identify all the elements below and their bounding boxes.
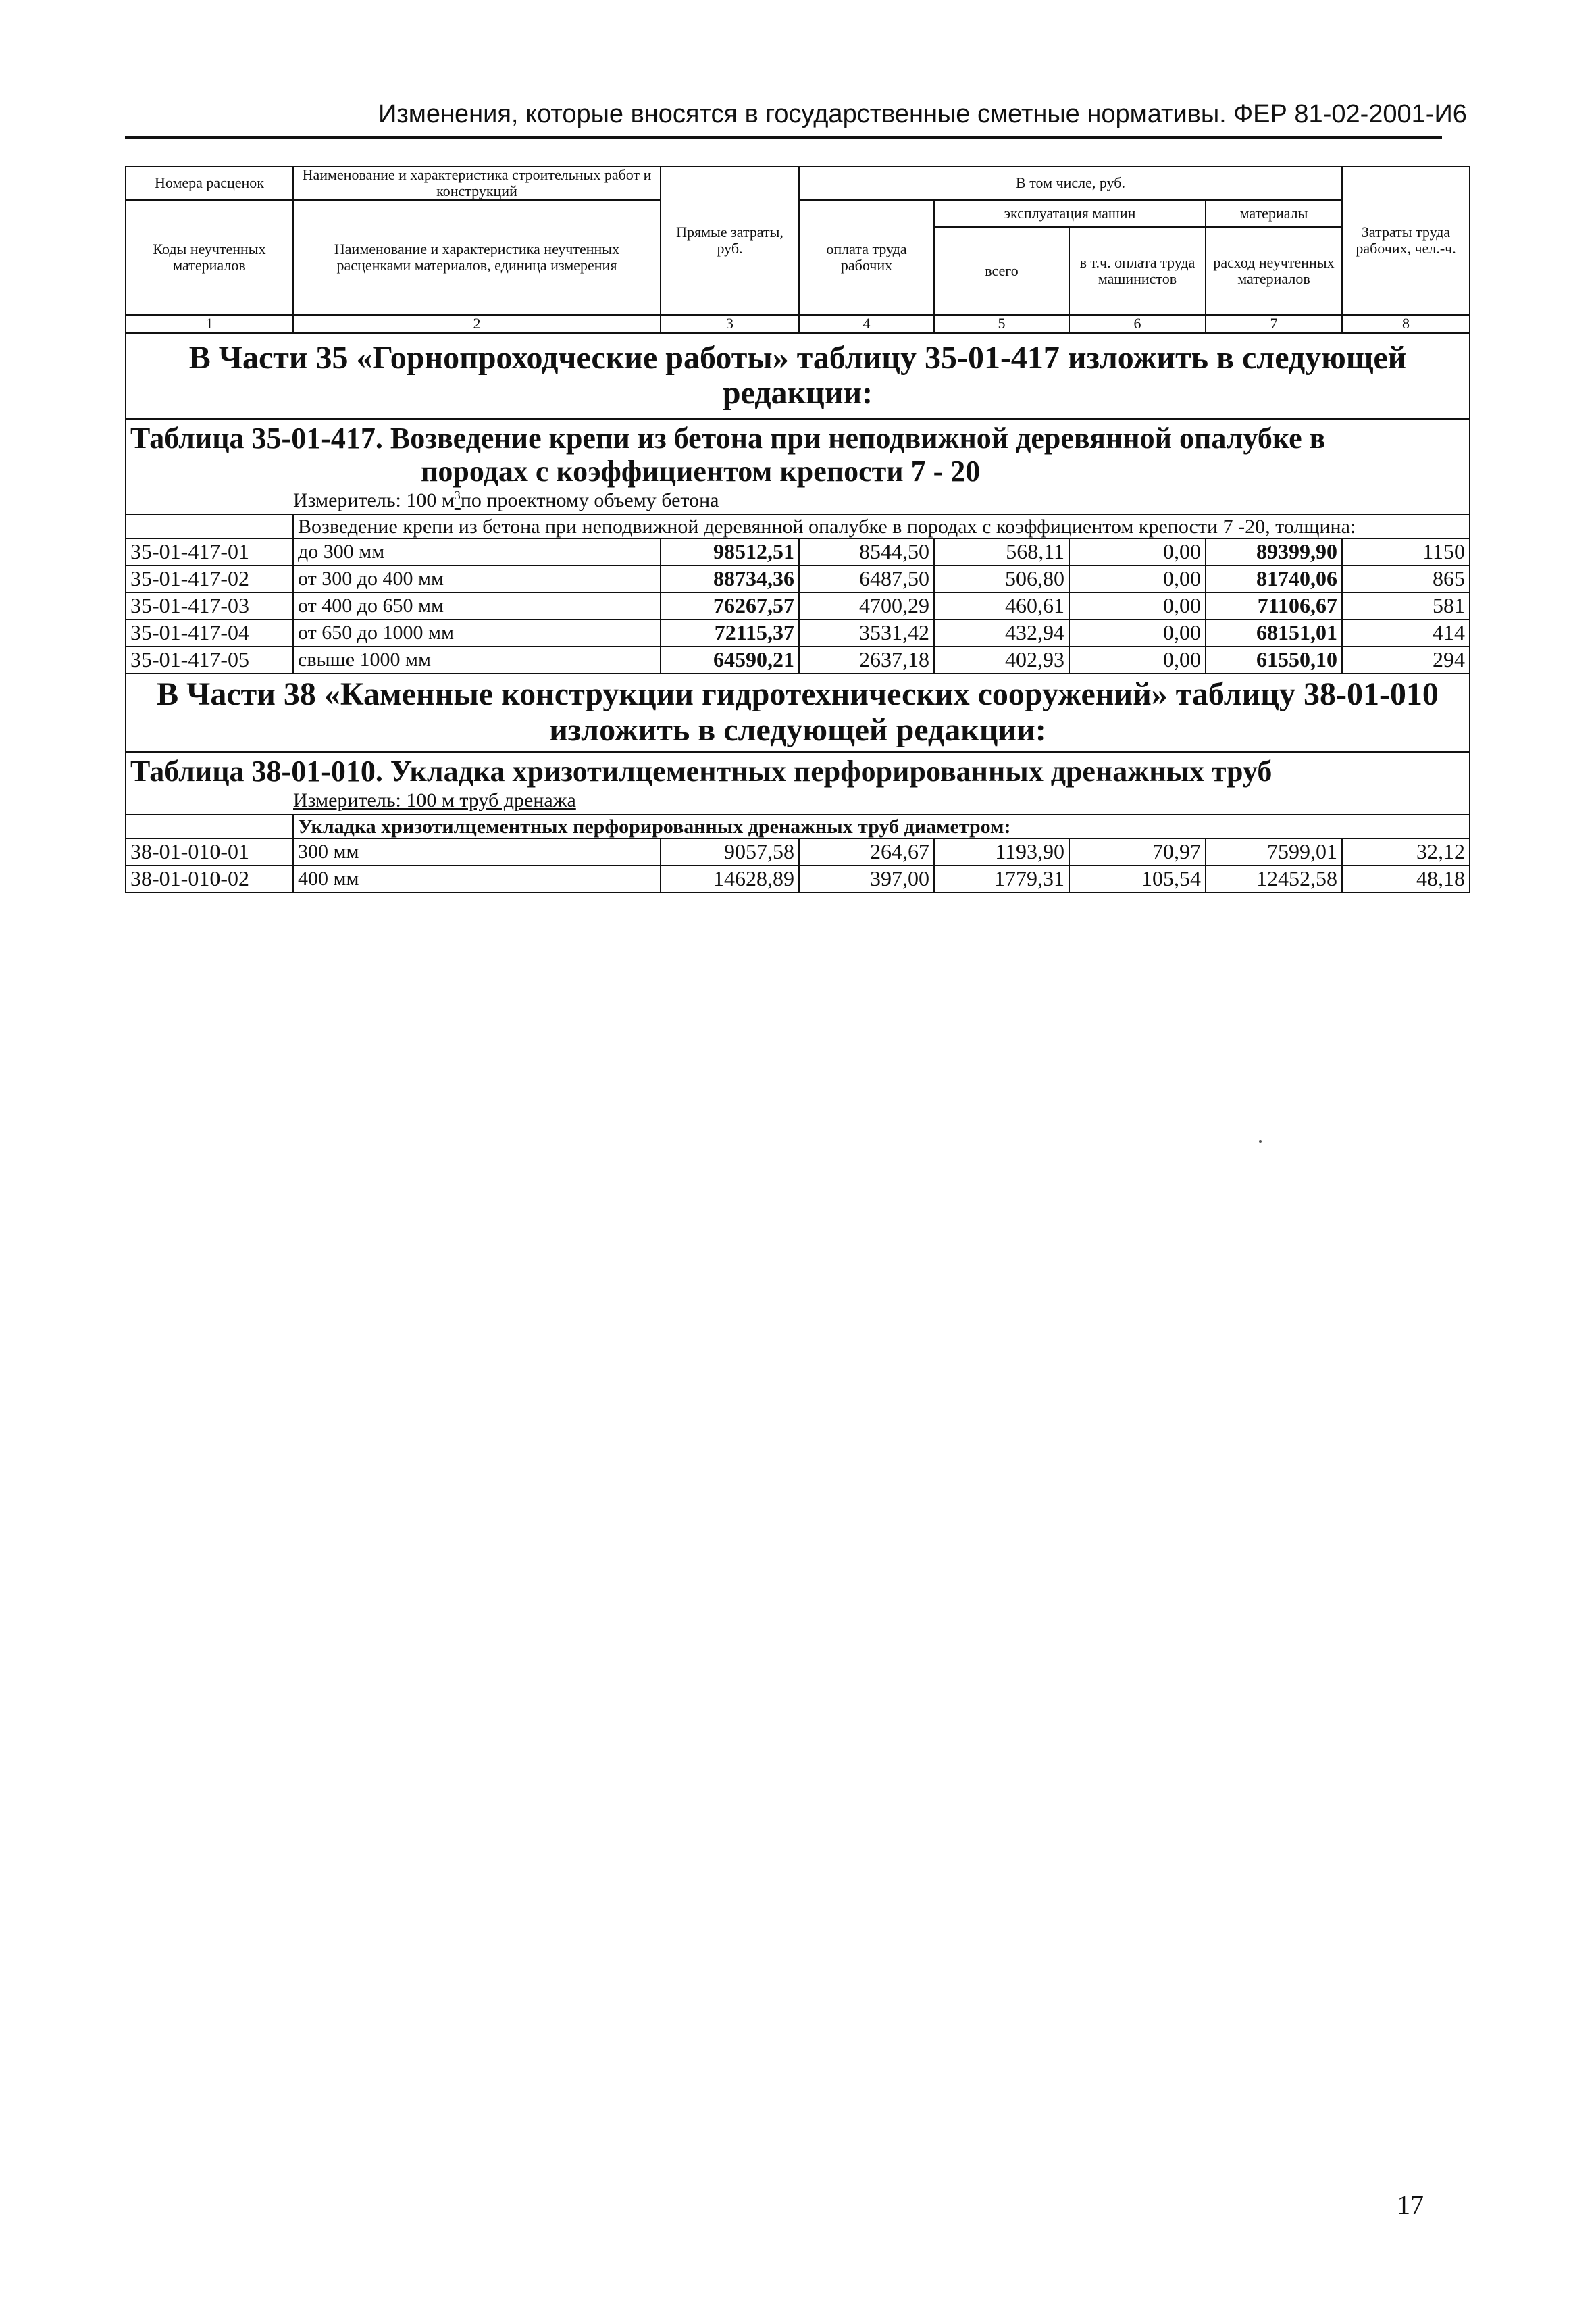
direct-costs: 88734,36 [661,565,799,593]
scan-speck [1259,1140,1262,1143]
direct-costs: 9057,58 [661,838,799,865]
col-number: 5 [934,315,1069,332]
head-machines-total: всего [934,227,1069,315]
table-row [126,838,1470,865]
labor-pay: 4700,29 [799,593,934,620]
table-35-description: Возведение крепи из бетона при неподвижной деревянной опалубке в породах с коэффициентом крепости 7 -20, толщина: [293,515,1470,538]
head-direct-costs: Прямые затраты, руб. [661,166,799,315]
labor-pay: 8544,50 [799,538,934,565]
machines-total: 1779,31 [934,865,1069,892]
direct-costs: 64590,21 [661,647,799,674]
section-38-heading: В Части 38 «Каменные конструкции гидротехнических сооружений» таблицу 38-01-010 изложить в следующей редакции: [126,674,1470,752]
machines-total: 568,11 [934,538,1069,565]
materials: 89399,90 [1206,538,1342,565]
machinist-pay: 0,00 [1069,565,1206,593]
col-number: 7 [1206,315,1342,332]
measure-text: Измеритель: 100 м труб дренажа [293,788,576,811]
header-divider [125,136,1442,139]
table-row [126,865,1470,892]
rate-name: от 650 до 1000 мм [293,620,661,647]
machinist-pay: 70,97 [1069,838,1206,865]
machines-total: 402,93 [934,647,1069,674]
col-number: 3 [661,315,799,332]
rate-name: до 300 мм [293,538,661,565]
table-row [126,593,1470,620]
head-including: В том числе, руб. [799,166,1342,200]
table-38-description: Укладка хризотилцементных перфорированных дренажных труб диаметром: [293,815,1470,838]
table-35-01-417-title [126,419,1470,488]
materials: 61550,10 [1206,647,1342,674]
table-title-line2: породах с коэффициентом крепости 7 - 20 [421,454,981,488]
col-number: 4 [799,315,934,332]
table-row [126,620,1470,647]
col-number: 6 [1069,315,1206,332]
col-number: 8 [1342,315,1470,332]
rate-code: 35-01-417-02 [126,565,293,593]
materials: 7599,01 [1206,838,1342,865]
direct-costs: 72115,37 [661,620,799,647]
rate-code: 38-01-010-02 [126,865,293,892]
labor-hours: 581 [1342,593,1470,620]
table-title-line1: Таблица 35-01-417. Возведение крепи из бетона при неподвижной деревянной опалубке в [130,422,1326,455]
col-number: 1 [126,315,293,332]
rate-code: 35-01-417-05 [126,647,293,674]
machines-total: 506,80 [934,565,1069,593]
section-35-heading: В Части 35 «Горнопроходческие работы» таблицу 35-01-417 изложить в следующей редакции: [126,333,1470,420]
rate-name: от 400 до 650 мм [293,593,661,620]
labor-pay: 397,00 [799,865,934,892]
page-number: 17 [1397,2190,1424,2220]
measure-text: Измеритель: 100 $м^3по$ проектному объему бетона [293,488,719,511]
empty-code-cell [126,515,293,538]
rate-name: 400 мм [293,865,661,892]
labor-pay: 264,67 [799,838,934,865]
labor-hours: 865 [1342,565,1470,593]
labor-hours: 294 [1342,647,1470,674]
machinist-pay: 0,00 [1069,647,1206,674]
machines-total: 460,61 [934,593,1069,620]
machines-total: 432,94 [934,620,1069,647]
labor-pay: 6487,50 [799,565,934,593]
labor-hours: 414 [1342,620,1470,647]
rate-name: 300 мм [293,838,661,865]
rate-name: от 300 до 400 мм [293,565,661,593]
table-35-measure [126,488,1470,515]
rate-code: 35-01-417-04 [126,620,293,647]
rates-table [125,166,1470,893]
machinist-pay: 0,00 [1069,593,1206,620]
table-row [126,538,1470,565]
direct-costs: 76267,57 [661,593,799,620]
col-number: 2 [293,315,661,332]
head-labor-costs: Затраты труда рабочих, чел.-ч. [1342,166,1470,315]
head-rate-numbers: Номера расценок [126,166,293,200]
labor-hours: 1150 [1342,538,1470,565]
table-row [126,647,1470,674]
machinist-pay: 105,54 [1069,865,1206,892]
rate-name: свыше 1000 мм [293,647,661,674]
head-work-name: Наименование и характеристика строительных работ и конструкций [293,166,661,200]
machines-total: 1193,90 [934,838,1069,865]
labor-pay: 3531,42 [799,620,934,647]
direct-costs: 14628,89 [661,865,799,892]
head-materials: материалы [1206,200,1342,227]
head-unaccounted-codes: Коды неучтенных материалов [126,200,293,315]
empty-code-cell [126,815,293,838]
rate-code: 35-01-417-01 [126,538,293,565]
labor-hours: 48,18 [1342,865,1470,892]
direct-costs: 98512,51 [661,538,799,565]
machinist-pay: 0,00 [1069,620,1206,647]
head-labor-pay: оплата труда рабочих [799,200,934,315]
head-machinist-pay: в т.ч. оплата труда машинистов [1069,227,1206,315]
materials: 12452,58 [1206,865,1342,892]
head-machine-operation: эксплуатация машин [934,200,1206,227]
labor-pay: 2637,18 [799,647,934,674]
materials: 71106,67 [1206,593,1342,620]
materials: 68151,01 [1206,620,1342,647]
head-material-name: Наименование и характеристика неучтенных расценками материалов, единица измерения [293,200,661,315]
labor-hours: 32,12 [1342,838,1470,865]
table-38-measure [126,788,1470,815]
page-header-title: Изменения, которые вносятся в государственные сметные нормативы. ФЕР 81-02-2001-И6 [378,100,1467,128]
table-row [126,565,1470,593]
table-38-01-010-title: Таблица 38-01-010. Укладка хризотилцементных перфорированных дренажных труб [126,752,1470,788]
head-materials-consumption: расход неучтенных материалов [1206,227,1342,315]
rate-code: 38-01-010-01 [126,838,293,865]
rate-code: 35-01-417-03 [126,593,293,620]
materials: 81740,06 [1206,565,1342,593]
machinist-pay: 0,00 [1069,538,1206,565]
